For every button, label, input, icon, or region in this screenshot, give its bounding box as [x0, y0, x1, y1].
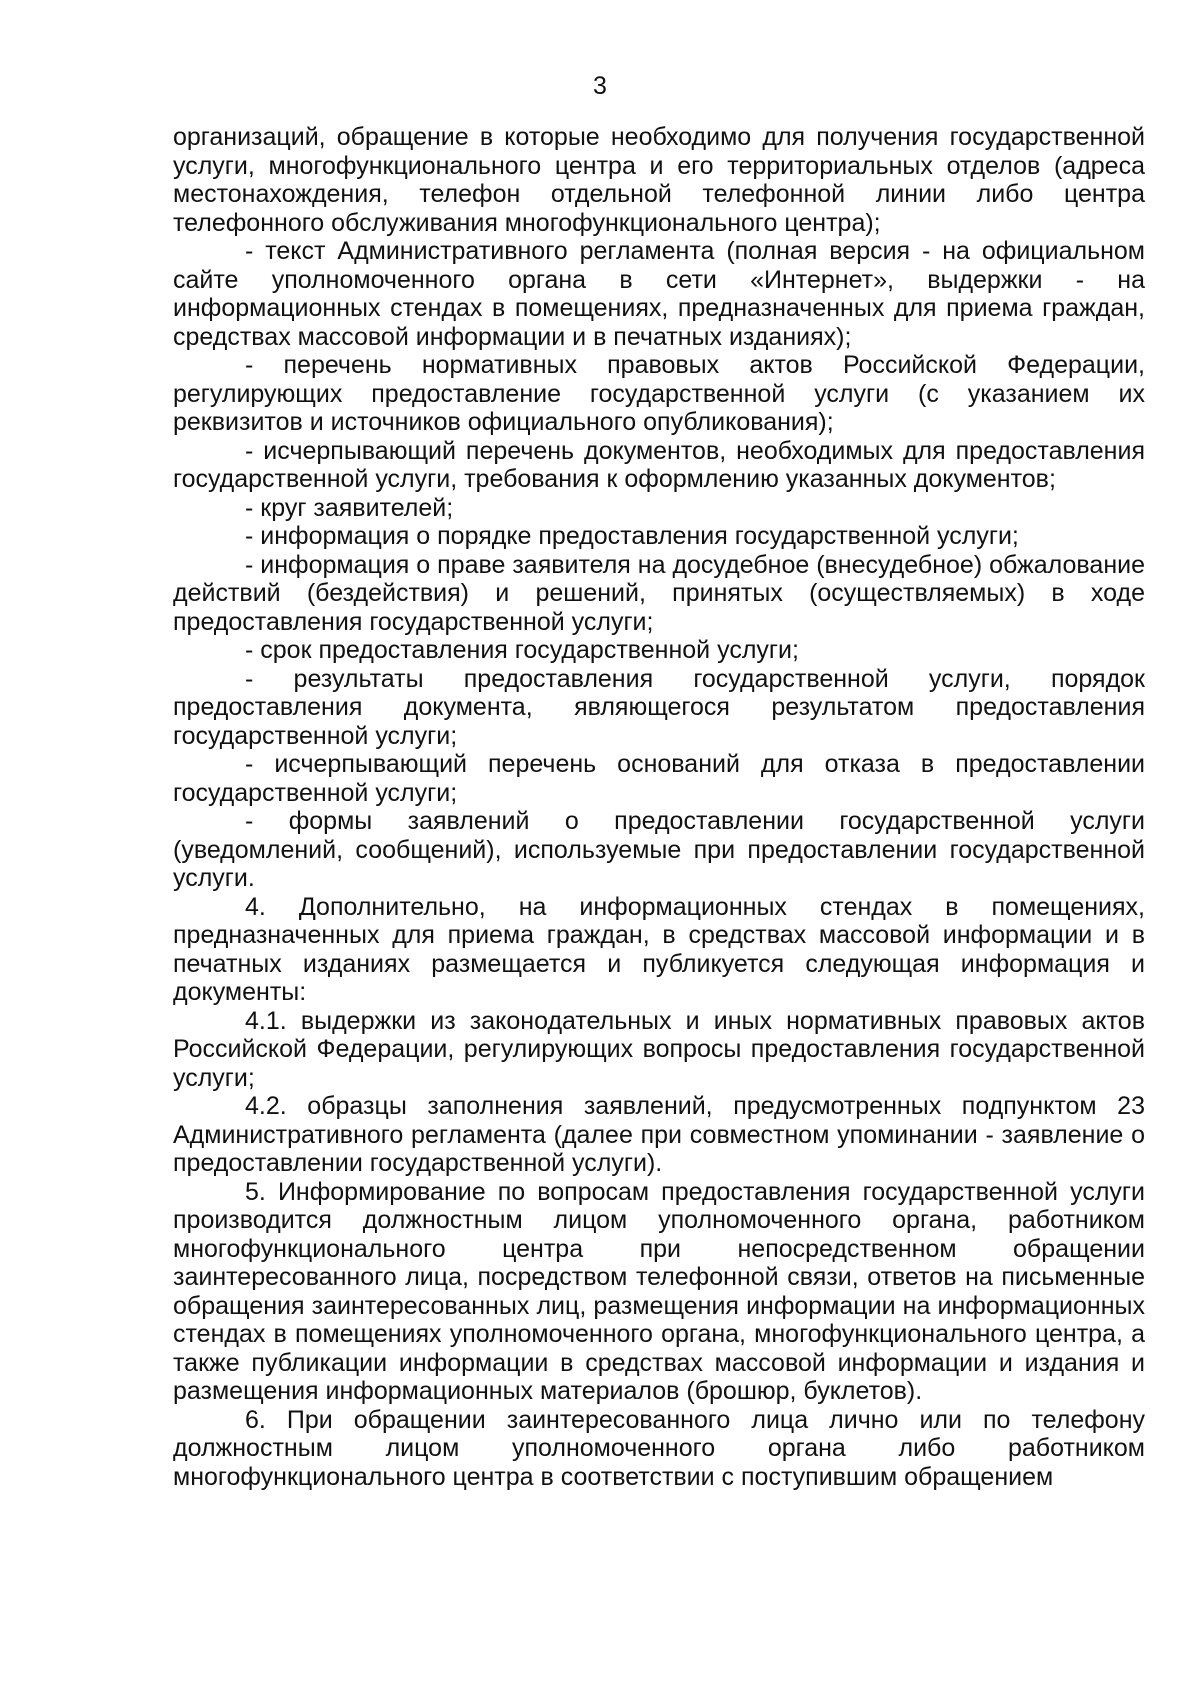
list-item-applicants: - круг заявителей;	[245, 493, 454, 522]
list-item-legal-acts: - перечень нормативных правовых актов Российской Федерации, регулирующих предоставление государственной услуги (с указанием их реквизитов и источников официального опубликования);	[173, 351, 1145, 436]
page-number: 3	[593, 72, 607, 100]
section-5: 5. Информирование по вопросам предоставления государственной услуги производится должностным лицом уполномоченного органа, работником многофункционального центра при непосредственном обращении заинтересованного лица, посредством телефонной связи, ответов на письменные обращения заинтересованных лиц, размещения информации на информационных стендах в помещениях уполномоченного органа, многофункционального центра, а также публикации информации в средствах массовой информации и издания и размещения информационных материалов (брошюр, буклетов).	[173, 1177, 1145, 1405]
section-4-2: 4.2. образцы заполнения заявлений, предусмотренных подпунктом 23 Административного регламента (далее при совместном упоминании - заявление о предоставлении государственной услуги).	[173, 1092, 1145, 1177]
section-4-1: 4.1. выдержки из законодательных и иных нормативных правовых актов Российской Федерации, регулирующих вопросы предоставления государственной услуги;	[173, 1006, 1145, 1092]
section-4: 4. Дополнительно, на информационных стендах в помещениях, предназначенных для приема граждан, в средствах массовой информации и в печатных изданиях размещается и публикуется следующая информация и документы:	[173, 892, 1145, 1006]
document-body	[173, 123, 1145, 1491]
list-item-term: - срок предоставления государственной услуги;	[245, 636, 799, 664]
list-item-regulation-text: - текст Административного регламента (полная версия - на официальном сайте уполномоченного органа в сети «Интернет», выдержки - на информационных стендах в помещениях, предназначенных для приема граждан, средствах массовой информации и в печатных изданиях);	[173, 237, 1145, 351]
list-item-results: - результаты предоставления государственной услуги, порядок предоставления документа, являющегося результатом предоставления государственной услуги;	[173, 664, 1145, 750]
section-6: 6. При обращении заинтересованного лица лично или по телефону должностным лицом уполномоченного органа либо работником многофункционального центра в соответствии с поступившим обращением	[173, 1405, 1145, 1491]
list-item-forms: - формы заявлений о предоставлении государственной услуги (уведомлений, сообщений), используемые при предоставлении государственной услуги.	[173, 807, 1145, 892]
paragraph-continuation: организаций, обращение в которые необходимо для получения государственной услуги, многофункционального центра и его территориальных отделов (адреса местонахождения, телефон отдельной телефонной линии либо центра телефонного обслуживания многофункционального центра);	[173, 123, 1145, 237]
list-item-appeal-rights: - информация о праве заявителя на досудебное (внесудебное) обжалование действий (бездействия) и решений, принятых (осуществляемых) в ходе предоставления государственной услуги;	[173, 550, 1146, 636]
list-item-refusal-grounds: - исчерпывающий перечень оснований для отказа в предоставлении государственной услуги;	[173, 750, 1145, 807]
list-item-procedure: - информация о порядке предоставления государственной услуги;	[245, 522, 1019, 550]
list-item-documents: - исчерпывающий перечень документов, необходимых для предоставления государственной услуги, требования к оформлению указанных документов;	[173, 436, 1145, 493]
